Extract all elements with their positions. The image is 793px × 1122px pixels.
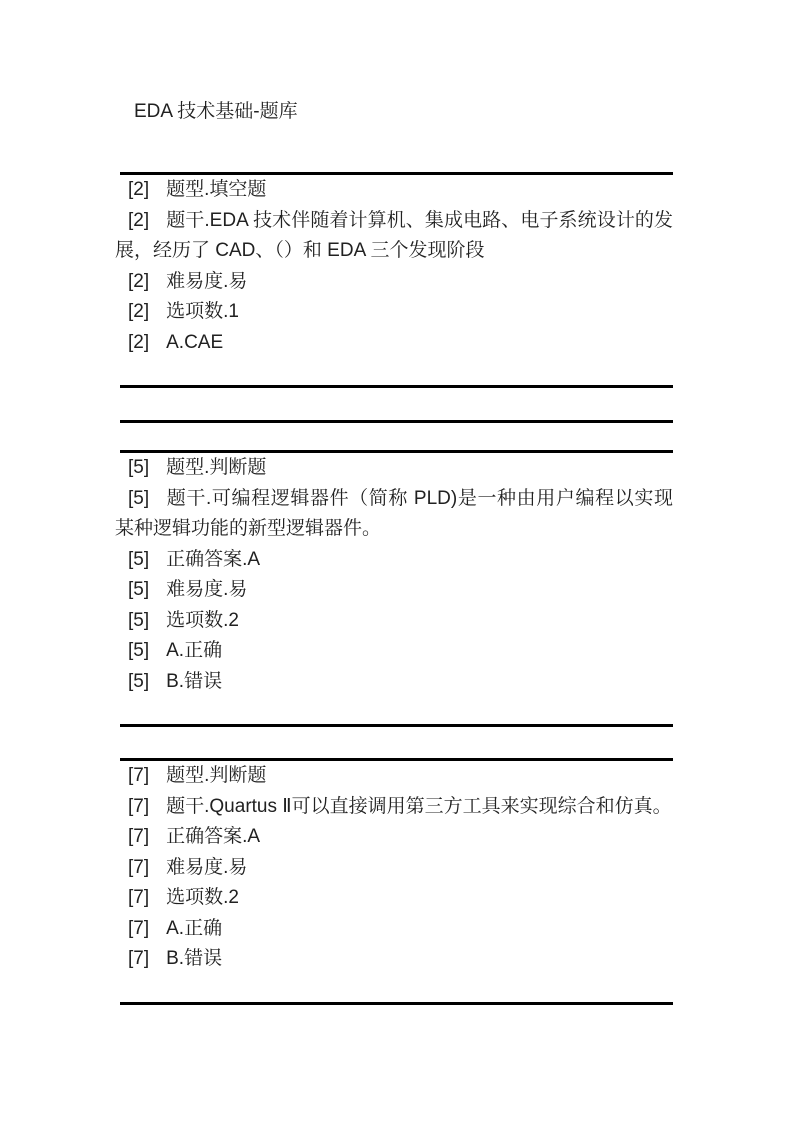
question-row-tag: [7]: [128, 765, 150, 786]
question-row-text: 题型.判断题: [166, 457, 267, 478]
question-row-tag: [7]: [128, 826, 150, 847]
question-row: [115, 453, 673, 484]
question-row-text: 难易度.易: [166, 856, 248, 878]
page-title: EDA 技术基础-题库: [134, 101, 298, 122]
question-row-text: 题干.Quartus Ⅱ可以直接调用第三方工具来实现综合和仿真。: [166, 795, 672, 817]
question-row: [115, 575, 673, 606]
question-row-text: B.错误: [166, 948, 223, 969]
question-row: [115, 853, 673, 884]
question-row-tag: [2]: [128, 301, 150, 322]
question-row-tag: [7]: [128, 917, 150, 939]
question-row-tag: [7]: [128, 795, 150, 817]
question-row: [115, 606, 673, 637]
question-row-tag: [5]: [128, 548, 150, 570]
question-row-text: A.CAE: [166, 331, 224, 353]
question-row-tag: [2]: [128, 209, 150, 231]
question-row: [115, 761, 673, 792]
question-row: [115, 545, 673, 576]
question-row-tag: [7]: [128, 887, 150, 908]
question-row-text: 正确答案.A: [166, 548, 261, 570]
question-row: [115, 206, 673, 267]
question-row-tag: [2]: [128, 179, 150, 200]
question-row: [115, 792, 673, 823]
question-block-2: [115, 172, 673, 388]
question-row-text: A.正确: [166, 917, 223, 939]
question-row-text: B.错误: [166, 670, 223, 692]
question-row: [115, 484, 673, 545]
question-row: [115, 297, 673, 328]
question-row: [115, 175, 673, 206]
question-row-tag: [5]: [128, 670, 150, 692]
question-row: [115, 636, 673, 667]
question-row-text: 选项数.2: [166, 887, 239, 908]
question-row-tag: [5]: [128, 457, 150, 478]
question-row-text: 题型.填空题: [166, 179, 267, 200]
question-row-text: 正确答案.A: [166, 826, 261, 847]
question-row-tag: [5]: [128, 579, 150, 600]
question-row: [115, 667, 673, 698]
question-row-tag: [7]: [128, 856, 150, 878]
question-row-text: 题干.可编程逻辑器件（简称 PLD)是一种由用户编程以实现某种逻辑功能的新型逻辑器件。: [115, 487, 673, 539]
question-row: [115, 267, 673, 298]
question-row: [115, 914, 673, 945]
question-row-tag: [5]: [128, 640, 150, 661]
question-row: [115, 822, 673, 853]
question-row-tag: [2]: [128, 331, 150, 353]
question-row-tag: [5]: [128, 609, 150, 631]
question-row: [115, 944, 673, 975]
question-row: [115, 883, 673, 914]
question-block-5: [115, 450, 673, 727]
question-row: [115, 328, 673, 359]
question-row-text: 选项数.1: [166, 301, 239, 322]
question-row-text: 题型.判断题: [166, 765, 267, 786]
question-row-text: 选项数.2: [166, 609, 239, 631]
question-row-text: 难易度.易: [166, 579, 248, 600]
question-row-tag: [5]: [128, 487, 150, 509]
question-row-tag: [7]: [128, 948, 150, 969]
question-row-text: 难易度.易: [166, 270, 248, 292]
question-row-tag: [2]: [128, 270, 150, 292]
question-row-text: 题干.EDA 技术伴随着计算机、集成电路、电子系统设计的发展，经历了 CAD、（）和 EDA 三个发现阶段: [115, 209, 673, 261]
question-block-7: [120, 758, 673, 1005]
question-row-text: A.正确: [166, 640, 223, 661]
block-separator-rule: [120, 420, 673, 423]
